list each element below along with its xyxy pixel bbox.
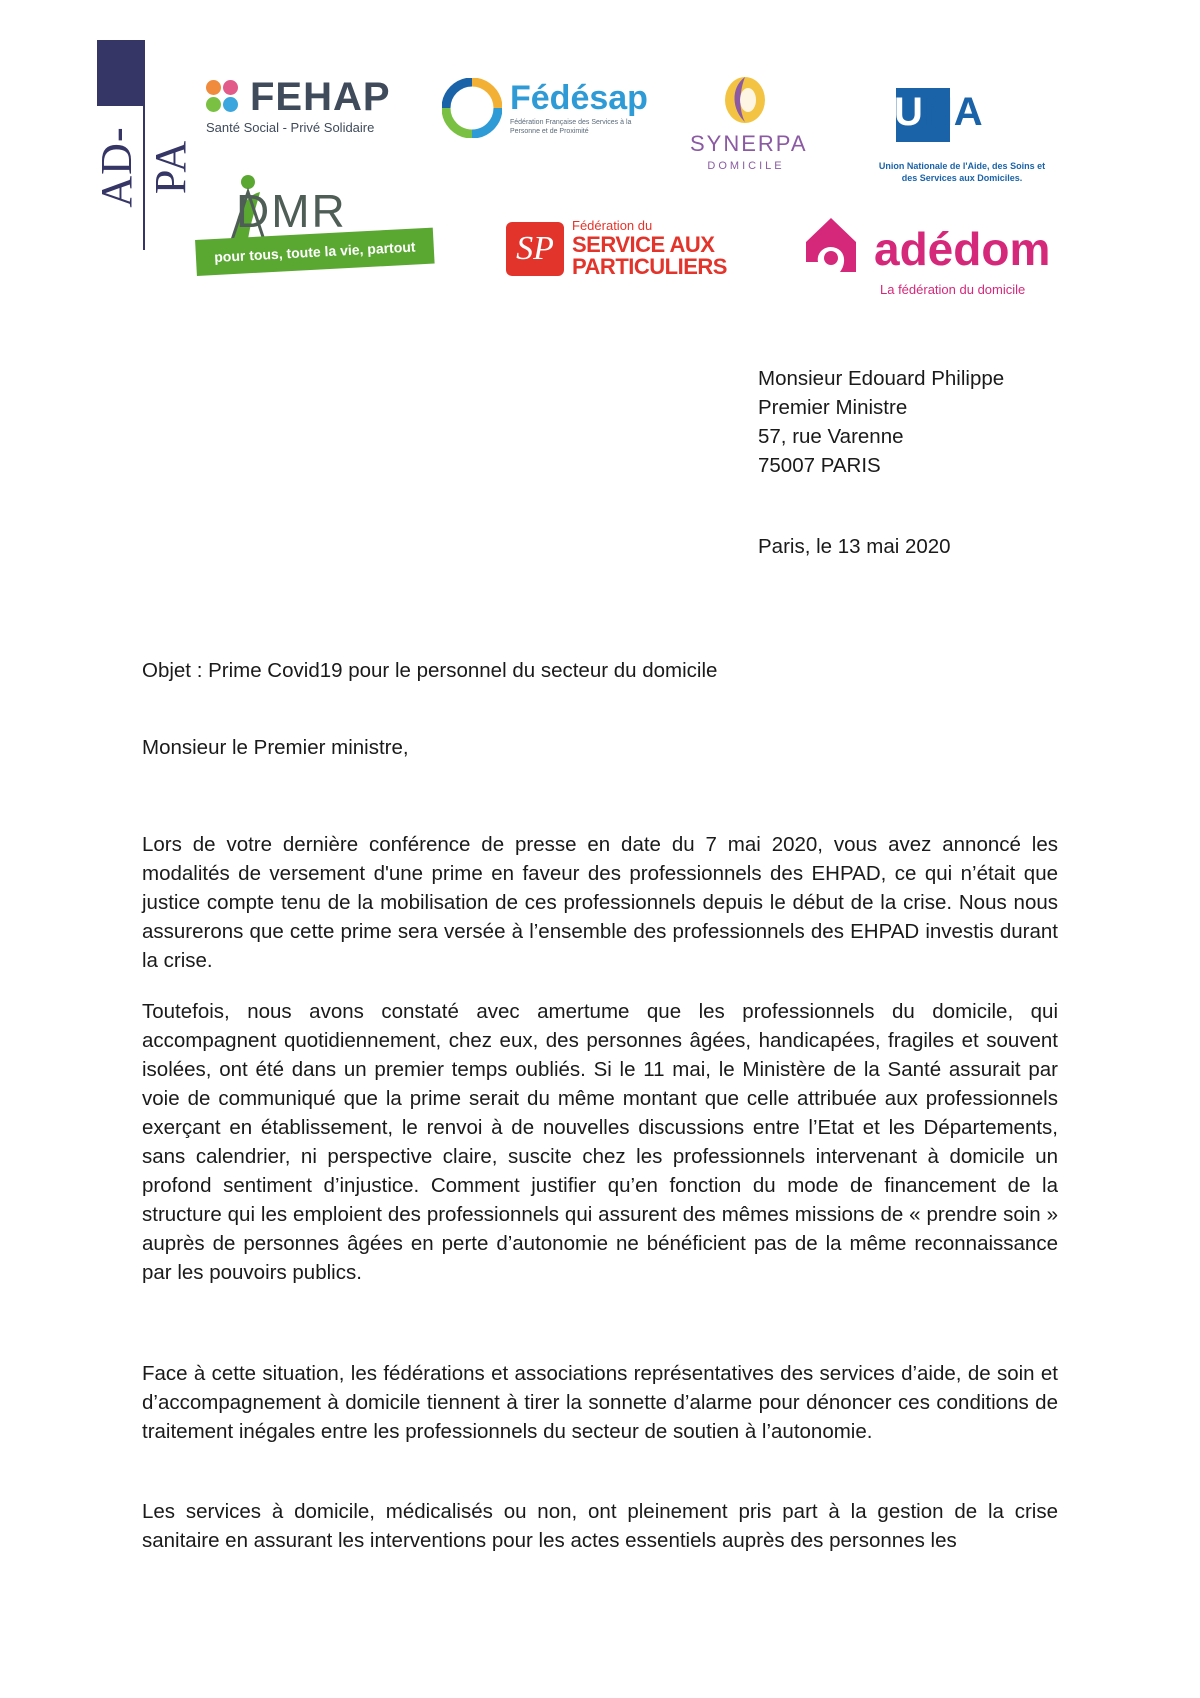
body-paragraph-2: Toutefois, nous avons constaté avec amertume que les professionnels du domicile, qui accompagnent quotidiennement, chez eux, des personnes âgées, handicapées, fragiles et souvent isolées, ont été dans un premier temps oubliés. Si le 11 mai, le Ministère de la Santé assurait par voie de communiqué que la prime serait du même montant que celle attribuée aux professionnels exerçant en établissement, le renvoi à de nouvelles discussions entre l’Etat et les Départements, sans calendrier, ni perspective claire, suscite chez les professionnels intervenant à domicile un profond sentiment d’injustice. Comment justifier qu’en fonction du mode de financement de la structure qui les emploient des professionnels qui assurent des mêmes missions de « prendre soin » auprès de personnes âgées en perte d’autonomie ne bénéficient pas de la même reconnaissance par les pouvoirs publics. (142, 1000, 1058, 1284)
adpa-logo-bar (97, 40, 143, 106)
synerpa-logo (690, 74, 808, 184)
fedesap-name: Fédésap (510, 79, 648, 117)
fehap-tagline: Santé Social - Privé Solidaire (206, 120, 375, 135)
synerpa-drop-icon (722, 74, 768, 124)
admr-name: DMR (236, 185, 347, 237)
fsp-mark: SP (506, 222, 564, 276)
fedesap-ring-icon (442, 78, 502, 138)
una-logo (872, 68, 1052, 186)
recipient-address (758, 364, 1004, 480)
fehap-flower-icon (206, 80, 240, 114)
fsp-logo (506, 218, 734, 278)
admr-tagline: pour tous, toute la vie, partout (213, 238, 416, 266)
body-paragraph-1: Lors de votre dernière conférence de presse en date du 7 mai 2020, vous avez annoncé les modalités de versement d'une prime en faveur des professionnels des EHPAD, ce qui n’était que justice compte tenu de la mobilisation de ces professionnels depuis le début de la crise. Nous nous assurerons que cette prime sera versée à l’ensemble des professionnels des EHPAD investis durant la crise. (142, 833, 1058, 972)
fedesap-tagline: Fédération Française des Services à la Personne et de Proximité (510, 119, 632, 135)
letter-subject: Objet : Prime Covid19 pour le personnel du secteur du domicile (142, 659, 718, 682)
adedom-tagline: La fédération du domicile (880, 282, 1026, 297)
recipient-street: 57, rue Varenne (758, 425, 904, 448)
recipient-city: 75007 PARIS (758, 454, 881, 477)
fsp-line2: PARTICULIERS (572, 254, 727, 279)
admr-logo (196, 174, 436, 280)
body-paragraph-4: Les services à domicile, médicalisés ou non, ont pleinement pris part à la gestion de la crise sanitaire en assurant les interventions pour les actes essentiels auprès des personnes les (142, 1500, 1058, 1552)
synerpa-tagline: DOMICILE (707, 160, 785, 172)
fsp-top-label: Fédération du (572, 218, 653, 233)
adpa-logo-text: AD-PA (92, 126, 195, 208)
fsp-line1: SERVICE AUX (572, 232, 715, 257)
una-name: UNA (894, 90, 984, 134)
letter-salutation: Monsieur le Premier ministre, (142, 736, 409, 759)
adedom-house-icon (804, 216, 858, 276)
recipient-name: Monsieur Edouard Philippe (758, 367, 1005, 390)
recipient-title: Premier Ministre (758, 396, 908, 419)
fehap-name: FEHAP (250, 75, 391, 119)
una-tagline: Union Nationale de l'Aide, des Soins et des Services aux Domiciles. (878, 161, 1046, 183)
fedesap-logo (442, 74, 648, 140)
adedom-name: adédom (874, 223, 1051, 275)
body-paragraph-3: Face à cette situation, les fédérations et associations représentatives des services d’aide, de soin et d’accompagnement à domicile tiennent à tirer la sonnette d’alarme pour dénoncer ces conditions de traitement inégales entre les professionnels du secteur de soutien à l’autonomie. (142, 1362, 1058, 1443)
adedom-logo (804, 216, 1064, 298)
fehap-logo (206, 74, 396, 138)
letter-date: Paris, le 13 mai 2020 (758, 535, 951, 558)
synerpa-name: SYNERPA (690, 131, 808, 156)
